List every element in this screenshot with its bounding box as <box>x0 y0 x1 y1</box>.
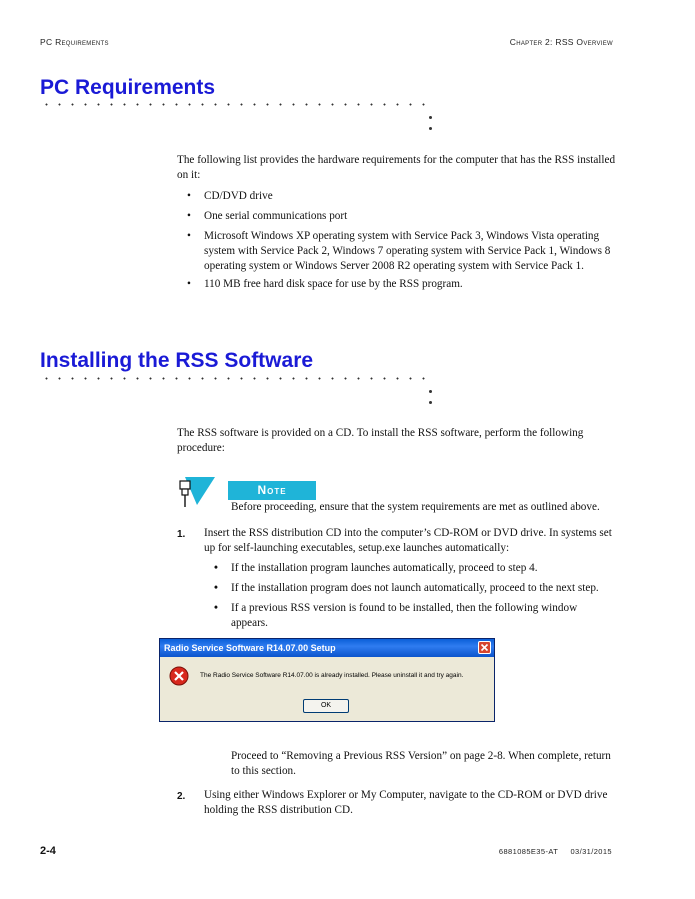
bullet-icon: • <box>214 602 218 614</box>
bullet-icon: • <box>214 582 218 594</box>
dialog-message: The Radio Service Software R14.07.00 is already installed. Please uninstall it and try again. <box>200 672 464 679</box>
dotted-rule-tick <box>429 116 432 119</box>
sub-list-item: If a previous RSS version is found to be installed, then the following window appears. <box>231 602 578 629</box>
list-item: One serial communications port <box>204 210 348 222</box>
bullet-icon: • <box>187 230 191 242</box>
step-text: Using either Windows Explorer or My Computer, navigate to the CD-ROM or DVD drive holding the RSS distribution CD. <box>204 789 608 816</box>
dotted-rule <box>40 377 432 380</box>
list-item: Microsoft Windows XP operating system with Service Pack 3, Windows Vista operating system with Service Pack 2, Windows 7 operating system with Service Pack 1, Windows 8 operating system or Windows Server 2008 R2 operating system with Service Pack 1. <box>204 230 611 272</box>
pushpin-note-icon <box>177 475 217 509</box>
bullet-icon: • <box>187 210 191 222</box>
bullet-icon: • <box>187 190 191 202</box>
bullet-icon: • <box>187 278 191 290</box>
list-item: 110 MB free hard disk space for use by the RSS program. <box>204 278 463 290</box>
sub-list-item: If the installation program launches automatically, proceed to step 4. <box>231 562 538 574</box>
page-number: 2-4 <box>40 845 56 857</box>
note-text: Before proceeding, ensure that the system requirements are met as outlined above. <box>231 501 600 513</box>
step-text: Insert the RSS distribution CD into the computer’s CD-ROM or DVD drive. In systems set up for self-launching executables, setup.exe launches automatically: <box>204 527 612 554</box>
setup-dialog-window <box>159 638 495 722</box>
dotted-rule-tick <box>429 127 432 130</box>
step-number: 2. <box>177 791 186 802</box>
installing-intro: The RSS software is provided on a CD. To install the RSS software, perform the following procedure: <box>177 427 584 454</box>
section-title-installing: Installing the RSS Software <box>40 349 314 372</box>
error-icon <box>169 666 189 686</box>
pc-requirements-intro: The following list provides the hardware requirements for the computer that has the RSS installed on it: <box>177 154 616 181</box>
close-icon[interactable] <box>478 641 491 654</box>
section-title-pc-requirements: PC Requirements <box>40 76 216 99</box>
ok-button[interactable]: OK <box>303 699 349 713</box>
running-header-left: PC Requirements <box>40 37 109 47</box>
step-after-text: Proceed to “Removing a Previous RSS Version” on page 2-8. When complete, return to this section. <box>231 750 611 777</box>
dotted-rule <box>40 103 432 106</box>
list-item: CD/DVD drive <box>204 190 273 202</box>
dotted-rule-tick <box>429 390 432 393</box>
sub-list-item: If the installation program does not launch automatically, proceed to the next step. <box>231 582 599 594</box>
document-number: 6881085E35-AT 03/31/2015 <box>498 847 612 856</box>
bullet-icon: • <box>214 562 218 574</box>
dialog-title: Radio Service Software R14.07.00 Setup <box>164 643 336 653</box>
step-number: 1. <box>177 529 186 540</box>
running-header-right: Chapter 2: RSS Overview <box>509 37 613 47</box>
note-label: Note <box>257 483 287 497</box>
dotted-rule-tick <box>429 401 432 404</box>
